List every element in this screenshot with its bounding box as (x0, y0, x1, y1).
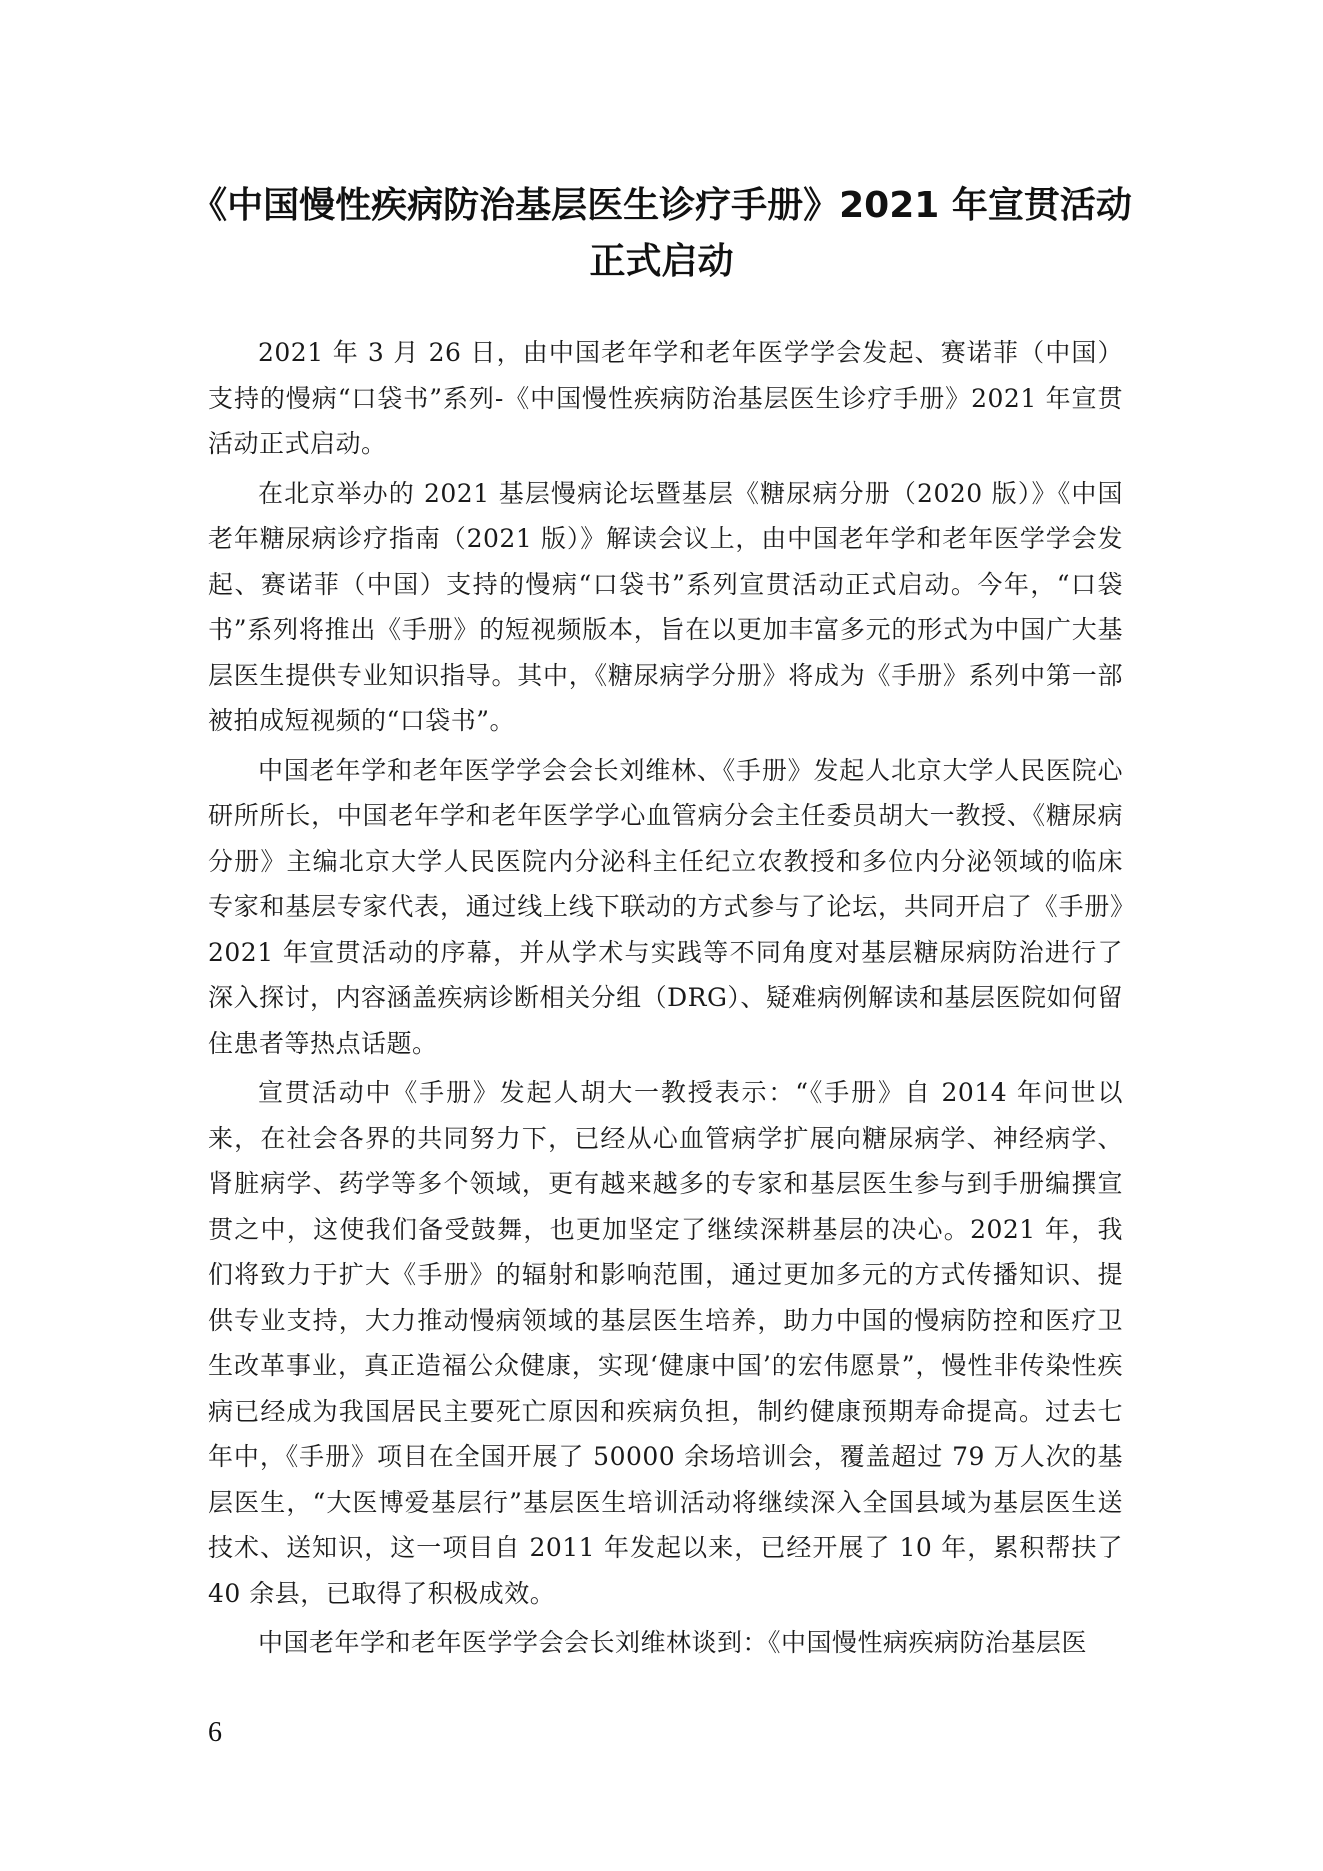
article-body (208, 330, 1123, 1670)
page-title (160, 178, 1163, 290)
paragraph-4: 宣贯活动中《手册》发起人胡大一教授表示：“《手册》自 2014 年问世以来，在社会各界的共同努力下，已经从心血管病学扩展向糖尿病学、神经病学、肾脏病学、药学等多个领域，更有越来越多的专家和基层医生参与到手册编撰宣贯之中，这使我们备受鼓舞，也更加坚定了继续深耕基层的决心。2021 年，我们将致力于扩大《手册》的辐射和影响范围，通过更加多元的方式传播知识、提供专业支持，大力推动慢病领域的基层医生培养，助力中国的慢病防控和医疗卫生改革事业，真正造福公众健康，实现‘健康中国’的宏伟愿景”，慢性非传染性疾病已经成为我国居民主要死亡原因和疾病负担，制约健康预期寿命提高。过去七年中，《手册》项目在全国开展了 50000 余场培训会，覆盖超过 79 万人次的基层医生，“大医博爱基层行”基层医生培训活动将继续深入全国县域为基层医生送技术、送知识，这一项目自 2011 年发起以来，已经开展了 10 年，累积帮扶了 40 余县，已取得了积极成效。 (208, 1078, 1123, 1608)
paragraph-5: 中国老年学和老年医学学会会长刘维林谈到：《中国慢性病疾病防治基层医 (258, 1628, 1088, 1657)
paragraph-2: 在北京举办的 2021 基层慢病论坛暨基层《糖尿病分册（2020 版）》《中国老年糖尿病诊疗指南（2021 版）》解读会议上，由中国老年学和老年医学学会发起、赛诺菲（中国）支持的慢病“口袋书”系列宣贯活动正式启动。今年，“口袋书”系列将推出《手册》的短视频版本，旨在以更加丰富多元的形式为中国广大基层医生提供专业知识指导。其中，《糖尿病学分册》将成为《手册》系列中第一部被拍成短视频的“口袋书”。 (208, 478, 1123, 735)
title-line-2: 正式启动 (589, 241, 734, 282)
title-line-1: 《中国慢性疾病防治基层医生诊疗手册》2021 年宣贯活动 (191, 185, 1132, 226)
paragraph-3: 中国老年学和老年医学学会会长刘维林、《手册》发起人北京大学人民医院心研所所长，中国老年学和老年医学学心血管病分会主任委员胡大一教授、《糖尿病分册》主编北京大学人民医院内分泌科主任纪立农教授和多位内分泌领域的临床专家和基层专家代表，通过线上线下联动的方式参与了论坛，共同开启了《手册》2021 年宣贯活动的序幕，并从学术与实践等不同角度对基层糖尿病防治进行了深入探讨，内容涵盖疾病诊断相关分组（DRG）、疑难病例解读和基层医院如何留住患者等热点话题。 (208, 755, 1123, 1058)
page-number: 6 (208, 1717, 222, 1748)
paragraph-1: 2021 年 3 月 26 日，由中国老年学和老年医学学会发起、赛诺菲（中国）支持的慢病“口袋书”系列-《中国慢性疾病防治基层医生诊疗手册》2021 年宣贯活动正式启动。 (208, 338, 1123, 458)
